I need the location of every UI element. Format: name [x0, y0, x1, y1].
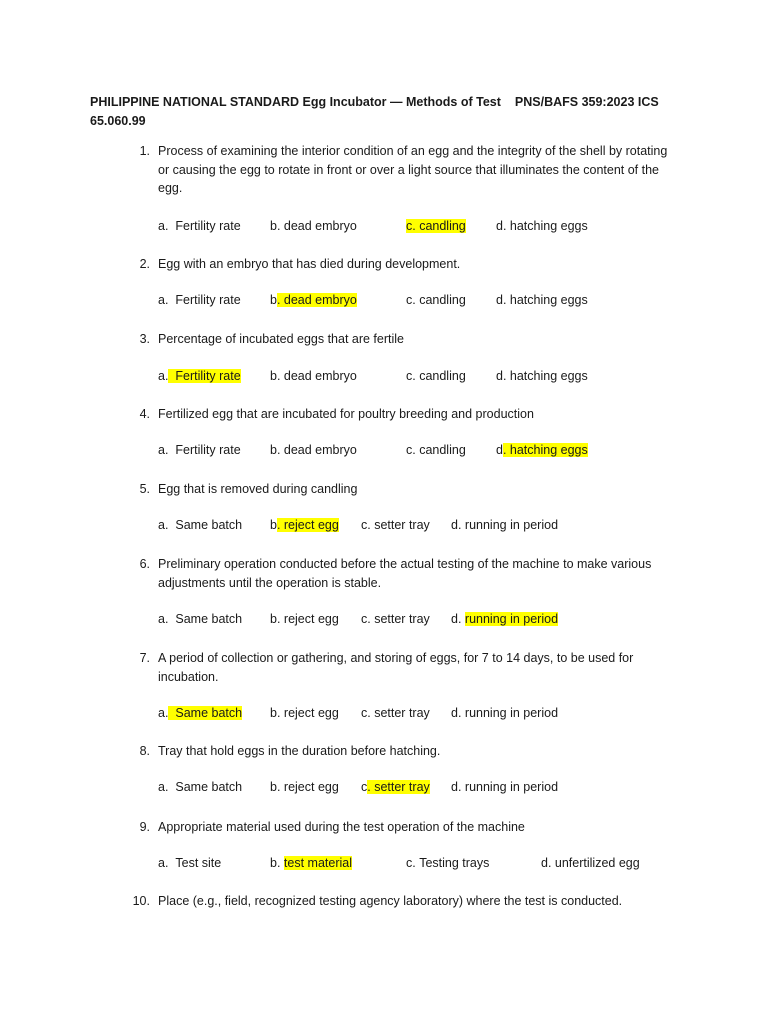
option-letter: b.	[270, 706, 284, 720]
answer-option	[270, 517, 339, 533]
option-letter: a.	[158, 369, 169, 383]
option-letter: b.	[270, 369, 284, 383]
answer-option	[270, 368, 357, 384]
answer-option	[270, 779, 339, 795]
option-text: setter tray	[374, 612, 430, 626]
option-letter: b	[270, 293, 277, 307]
question-number: 9.	[139, 820, 150, 834]
question-text: Preliminary operation conducted before the actual testing of the machine to make various adjustments until the operation is stable.	[158, 557, 652, 590]
option-text: reject egg	[283, 706, 339, 720]
answer-option	[270, 292, 357, 308]
option-letter: d.	[496, 369, 510, 383]
answer-option	[496, 368, 588, 384]
option-text: dead embryo	[283, 219, 357, 233]
highlighted-answer: . setter tray	[367, 780, 430, 794]
question-text: Appropriate material used during the test operation of the machine	[158, 820, 525, 834]
answer-option	[158, 442, 241, 458]
option-text: hatching eggs	[509, 219, 588, 233]
question-text: Fertilized egg that are incubated for poultry breeding and production	[158, 407, 534, 421]
option-text: candling	[419, 443, 466, 457]
answer-option	[406, 218, 466, 234]
answer-option	[361, 705, 430, 721]
answer-option	[270, 855, 352, 871]
answer-option	[270, 705, 339, 721]
question-text: Place (e.g., field, recognized testing agency laboratory) where the test is conducted.	[158, 894, 623, 908]
answer-option	[158, 218, 241, 234]
option-text: Fertility rate	[175, 293, 241, 307]
answer-option	[361, 779, 430, 795]
option-letter: c.	[361, 706, 375, 720]
highlighted-answer: . reject egg	[276, 518, 339, 532]
option-letter: c.	[361, 612, 375, 626]
option-letter: c	[361, 780, 368, 794]
question-number: 1.	[139, 144, 150, 158]
answer-option	[496, 442, 588, 458]
option-letter: a.	[158, 780, 176, 794]
option-letter: c.	[406, 443, 420, 457]
answer-option	[406, 442, 466, 458]
answer-option	[451, 611, 558, 627]
answer-option	[541, 855, 640, 871]
option-letter: a.	[158, 706, 169, 720]
option-letter: b	[270, 518, 277, 532]
answer-option	[451, 779, 558, 795]
option-letter: b.	[270, 780, 284, 794]
question-number: 7.	[139, 651, 150, 665]
option-text: running in period	[464, 780, 559, 794]
option-letter: c.	[361, 518, 375, 532]
highlighted-answer: test material	[283, 856, 352, 870]
answer-option	[158, 611, 242, 627]
option-text: Fertility rate	[175, 219, 241, 233]
answer-option	[158, 855, 221, 871]
option-text: running in period	[464, 706, 559, 720]
option-letter: d.	[451, 612, 465, 626]
option-text: dead embryo	[283, 369, 357, 383]
option-text: setter tray	[374, 706, 430, 720]
highlighted-answer: . dead embryo	[276, 293, 357, 307]
answer-option	[270, 611, 339, 627]
question-text: A period of collection or gathering, and storing of eggs, for 7 to 14 days, to be used for incubation.	[158, 651, 634, 684]
title-text: PHILIPPINE NATIONAL STANDARD Egg Incubator — Methods of Test	[90, 95, 501, 109]
option-letter: b.	[270, 612, 284, 626]
option-letter: a.	[158, 856, 176, 870]
question-text: Egg with an embryo that has died during development.	[158, 257, 461, 271]
question-number: 3.	[139, 332, 150, 346]
answer-option	[406, 368, 466, 384]
option-letter: a.	[158, 518, 176, 532]
option-text: Same batch	[175, 518, 243, 532]
standard-code: PNS/BAFS 359:2023 ICS	[514, 95, 659, 109]
highlighted-answer: running in period	[464, 612, 559, 626]
question-number: 10.	[132, 894, 150, 908]
option-text: dead embryo	[283, 443, 357, 457]
option-letter: a.	[158, 612, 176, 626]
option-letter: b.	[270, 856, 284, 870]
option-letter: d.	[451, 780, 465, 794]
answer-option	[451, 705, 558, 721]
highlighted-answer: Fertility rate	[168, 369, 241, 383]
option-text: Test site	[175, 856, 222, 870]
answer-option	[270, 442, 357, 458]
option-text: reject egg	[283, 612, 339, 626]
option-text: Same batch	[175, 612, 243, 626]
question-number: 6.	[139, 557, 150, 571]
answer-option	[361, 611, 430, 627]
answer-option	[451, 517, 558, 533]
option-letter: c.	[406, 369, 420, 383]
option-letter: c.	[406, 856, 420, 870]
option-letter: d	[496, 443, 503, 457]
question-number: 4.	[139, 407, 150, 421]
option-letter: d.	[451, 518, 465, 532]
highlighted-answer: Same batch	[168, 706, 243, 720]
answer-option	[270, 218, 357, 234]
option-letter: a.	[158, 219, 176, 233]
option-text: candling	[419, 293, 466, 307]
answer-option	[361, 517, 430, 533]
question-number: 2.	[139, 257, 150, 271]
option-letter: d.	[541, 856, 555, 870]
option-text: Testing trays	[419, 856, 490, 870]
answer-option	[158, 705, 242, 721]
option-letter: b.	[270, 443, 284, 457]
answer-option	[496, 218, 588, 234]
question-number: 5.	[139, 482, 150, 496]
highlighted-answer: . hatching eggs	[502, 443, 588, 457]
answer-option	[158, 779, 242, 795]
option-letter: b.	[270, 219, 284, 233]
answer-option	[158, 368, 241, 384]
highlighted-answer: c. candling	[406, 219, 466, 233]
question-text: Egg that is removed during candling	[158, 482, 358, 496]
answer-option	[406, 292, 466, 308]
option-letter: d.	[496, 293, 510, 307]
standard-code-line-2: 65.060.99	[90, 114, 146, 128]
option-text: hatching eggs	[509, 293, 588, 307]
option-text: Same batch	[175, 780, 243, 794]
option-text: running in period	[464, 518, 559, 532]
option-text: hatching eggs	[509, 369, 588, 383]
answer-option	[406, 855, 489, 871]
question-number: 8.	[139, 744, 150, 758]
option-letter: d.	[451, 706, 465, 720]
option-text: unfertilized egg	[554, 856, 640, 870]
option-text: Fertility rate	[175, 443, 241, 457]
answer-option	[158, 517, 242, 533]
document-title	[90, 93, 690, 131]
question-text: Percentage of incubated eggs that are fertile	[158, 332, 404, 346]
option-letter: d.	[496, 219, 510, 233]
option-text: candling	[419, 369, 466, 383]
option-letter: c.	[406, 293, 420, 307]
option-letter: a.	[158, 443, 176, 457]
question-text: Tray that hold eggs in the duration before hatching.	[158, 744, 441, 758]
option-letter: a.	[158, 293, 176, 307]
option-text: reject egg	[283, 780, 339, 794]
answer-option	[158, 292, 241, 308]
option-text: setter tray	[374, 518, 430, 532]
question-text: Process of examining the interior condition of an egg and the integrity of the shell by rotating or causing the egg to rotate in front or over a light source that illuminates the content of the egg.	[158, 144, 668, 195]
answer-option	[496, 292, 588, 308]
